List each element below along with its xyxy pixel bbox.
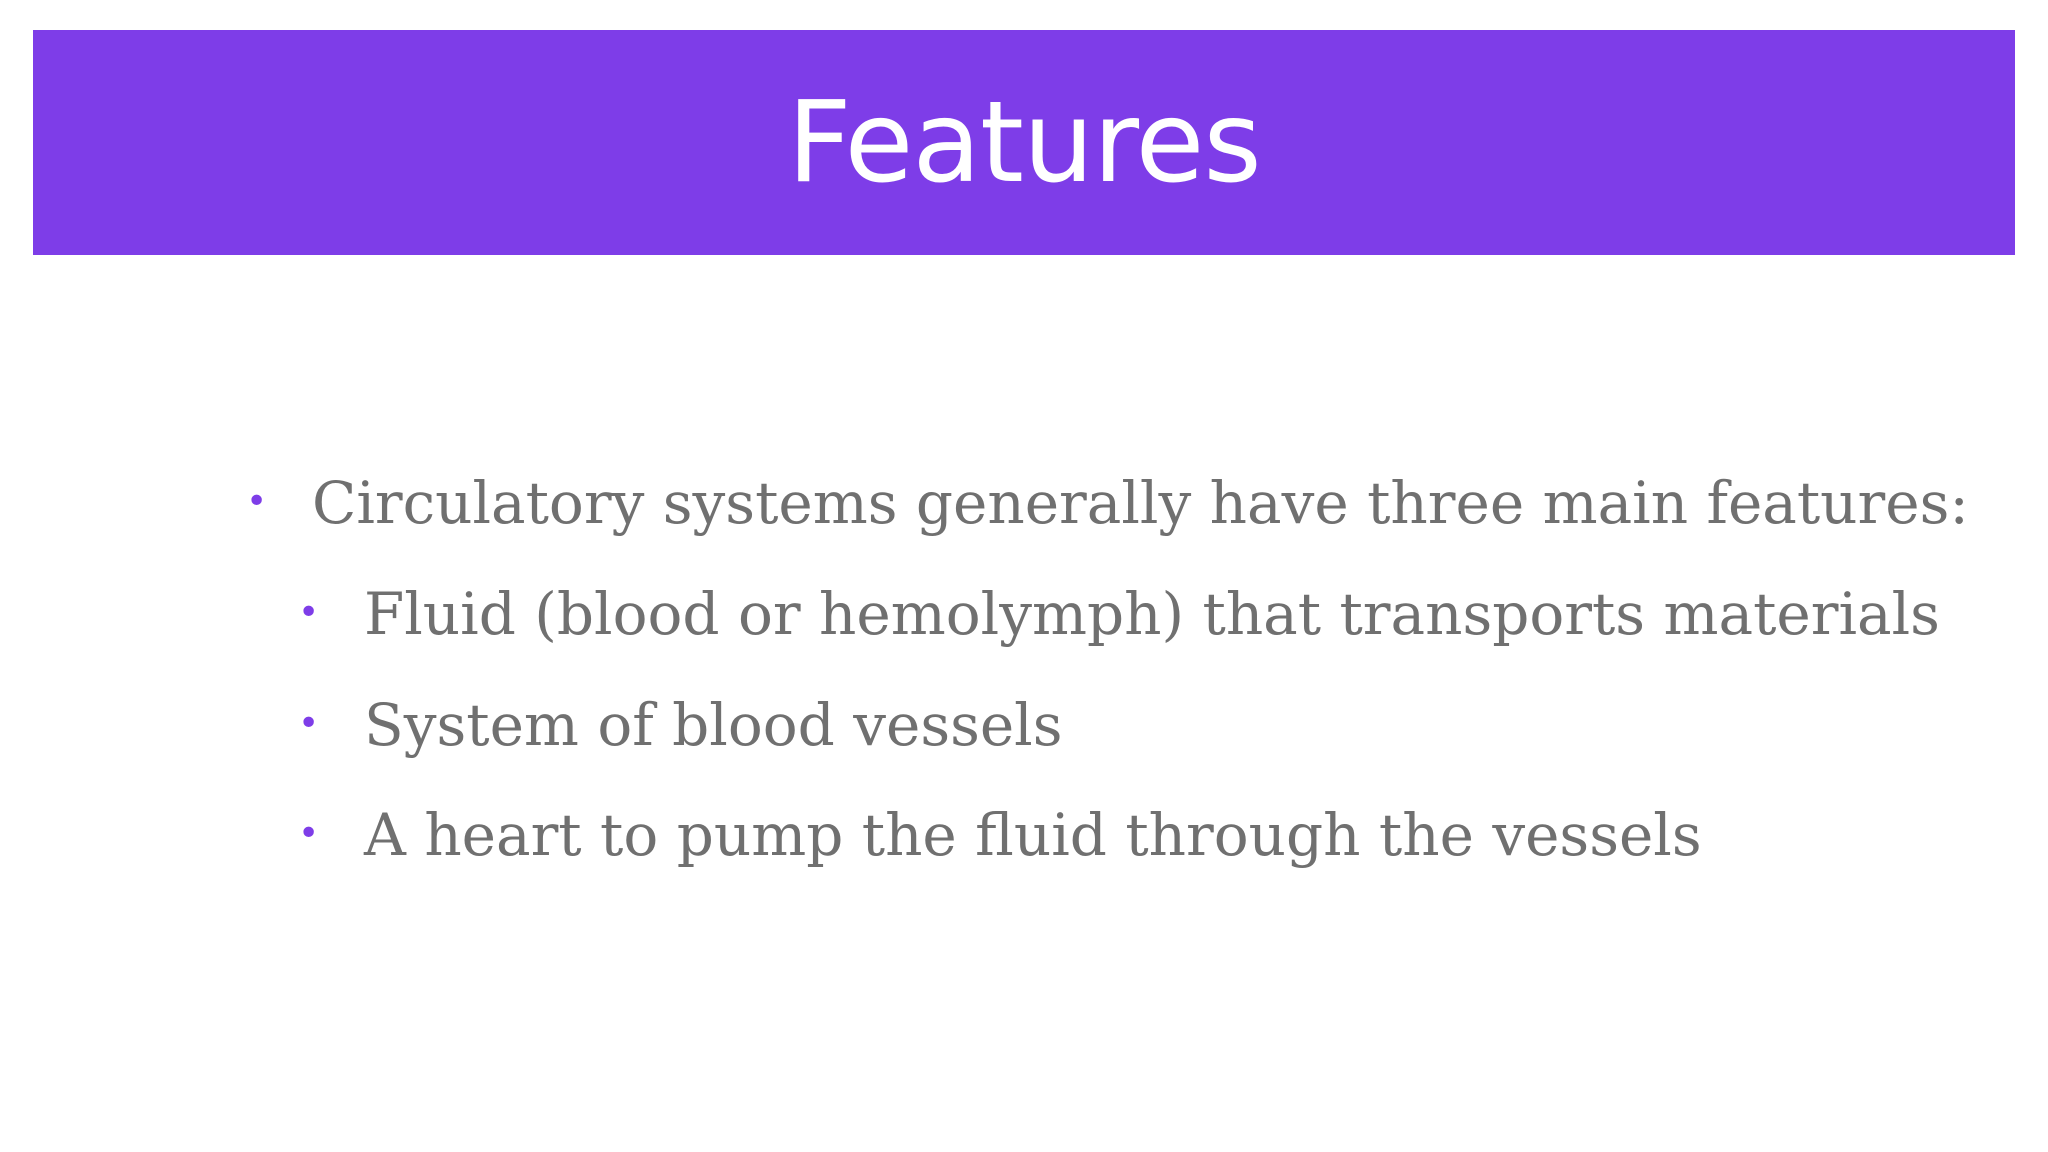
slide-title: Features xyxy=(787,77,1261,208)
bullet-text: Circulatory systems generally have three main features: xyxy=(312,469,1969,537)
bullet-icon: • xyxy=(298,592,320,633)
bullet-item-level-2 xyxy=(298,691,1063,759)
bullet-icon: • xyxy=(298,703,320,744)
bullet-text: A heart to pump the fluid through the vessels xyxy=(364,801,1702,869)
bullet-item-level-1 xyxy=(246,469,1969,537)
bullet-icon: • xyxy=(298,813,320,854)
bullet-text: Fluid (blood or hemolymph) that transports materials xyxy=(364,580,1940,648)
bullet-item-level-2 xyxy=(298,801,1702,869)
bullet-text: System of blood vessels xyxy=(364,691,1063,759)
bullet-item-level-2 xyxy=(298,580,1940,648)
bullet-icon: • xyxy=(246,481,268,522)
